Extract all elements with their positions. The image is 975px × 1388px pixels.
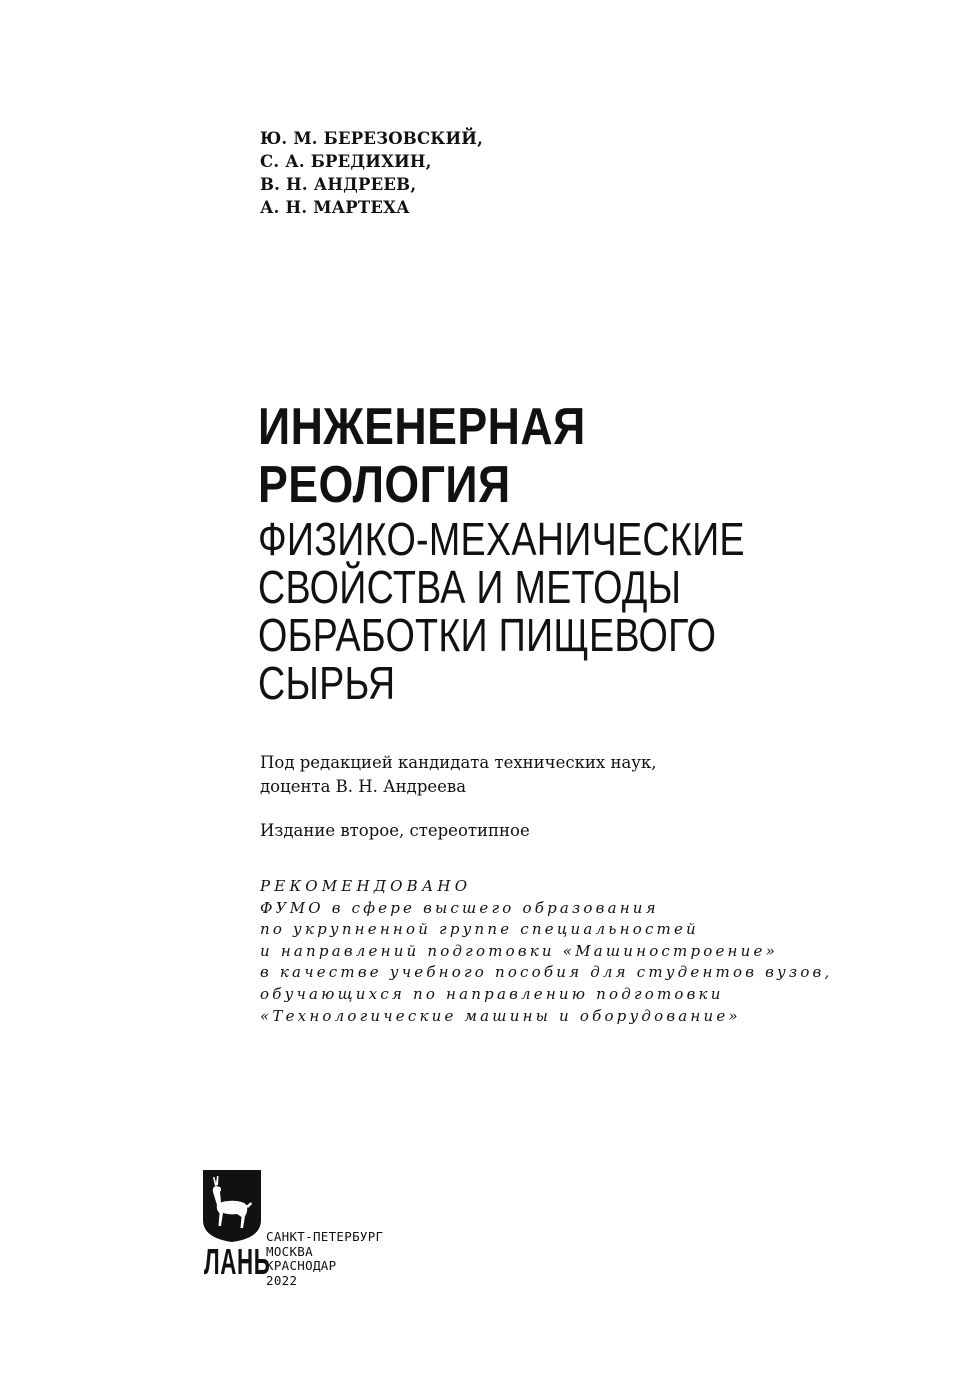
subtitle-line-1: ФИЗИКО-МЕХАНИЧЕСКИЕ	[258, 513, 745, 565]
author-4: А. Н. МАРТЕХА	[260, 198, 410, 217]
recommendation-line: ФУМО в сфере высшего образования	[260, 898, 659, 917]
author-3: В. Н. АНДРЕЕВ,	[260, 175, 417, 194]
editor-note	[260, 751, 657, 799]
title-line-1: ИНЖЕНЕРНАЯ	[258, 398, 586, 456]
city-1: САНКТ-ПЕТЕРБУРГ	[266, 1229, 384, 1244]
editor-line-1: Под редакцией кандидата технических наук,	[260, 753, 657, 772]
recommendation-line: по укрупненной группе специальностей	[260, 920, 699, 939]
edition-note: Издание второе, стереотипное	[260, 821, 530, 840]
publisher-imprint	[266, 1230, 383, 1288]
publication-year: 2022	[266, 1272, 298, 1288]
city-3: КРАСНОДАР	[266, 1258, 337, 1273]
title-line-2: РЕОЛОГИЯ	[258, 456, 511, 514]
recommendation-line: в качестве учебного пособия для студентов вузов,	[260, 963, 833, 982]
publisher-logo-text: ЛАНЬ	[204, 1241, 271, 1282]
recommendation-line: «Технологические машины и оборудование»	[260, 1006, 741, 1025]
author-1: Ю. М. БЕРЕЗОВСКИЙ,	[260, 129, 484, 148]
subtitle-line-2: СВОЙСТВА И МЕТОДЫ	[258, 561, 682, 613]
subtitle-line-3: ОБРАБОТКИ ПИЩЕВОГО	[258, 609, 717, 661]
author-2: С. А. БРЕДИХИН,	[260, 152, 432, 171]
subtitle-line-4: СЫРЬЯ	[258, 657, 396, 709]
editor-line-2: доцента В. Н. Андреева	[260, 777, 467, 796]
recommendation-block	[260, 876, 832, 1027]
authors-list	[260, 127, 483, 219]
recommendation-heading: РЕКОМЕНДОВАНО	[260, 877, 472, 895]
recommendation-line: и направлений подготовки «Машиностроение»	[260, 941, 778, 960]
recommendation-line: обучающихся по направлению подготовки	[260, 984, 724, 1003]
city-2: МОСКВА	[266, 1243, 313, 1259]
book-title	[258, 398, 852, 709]
